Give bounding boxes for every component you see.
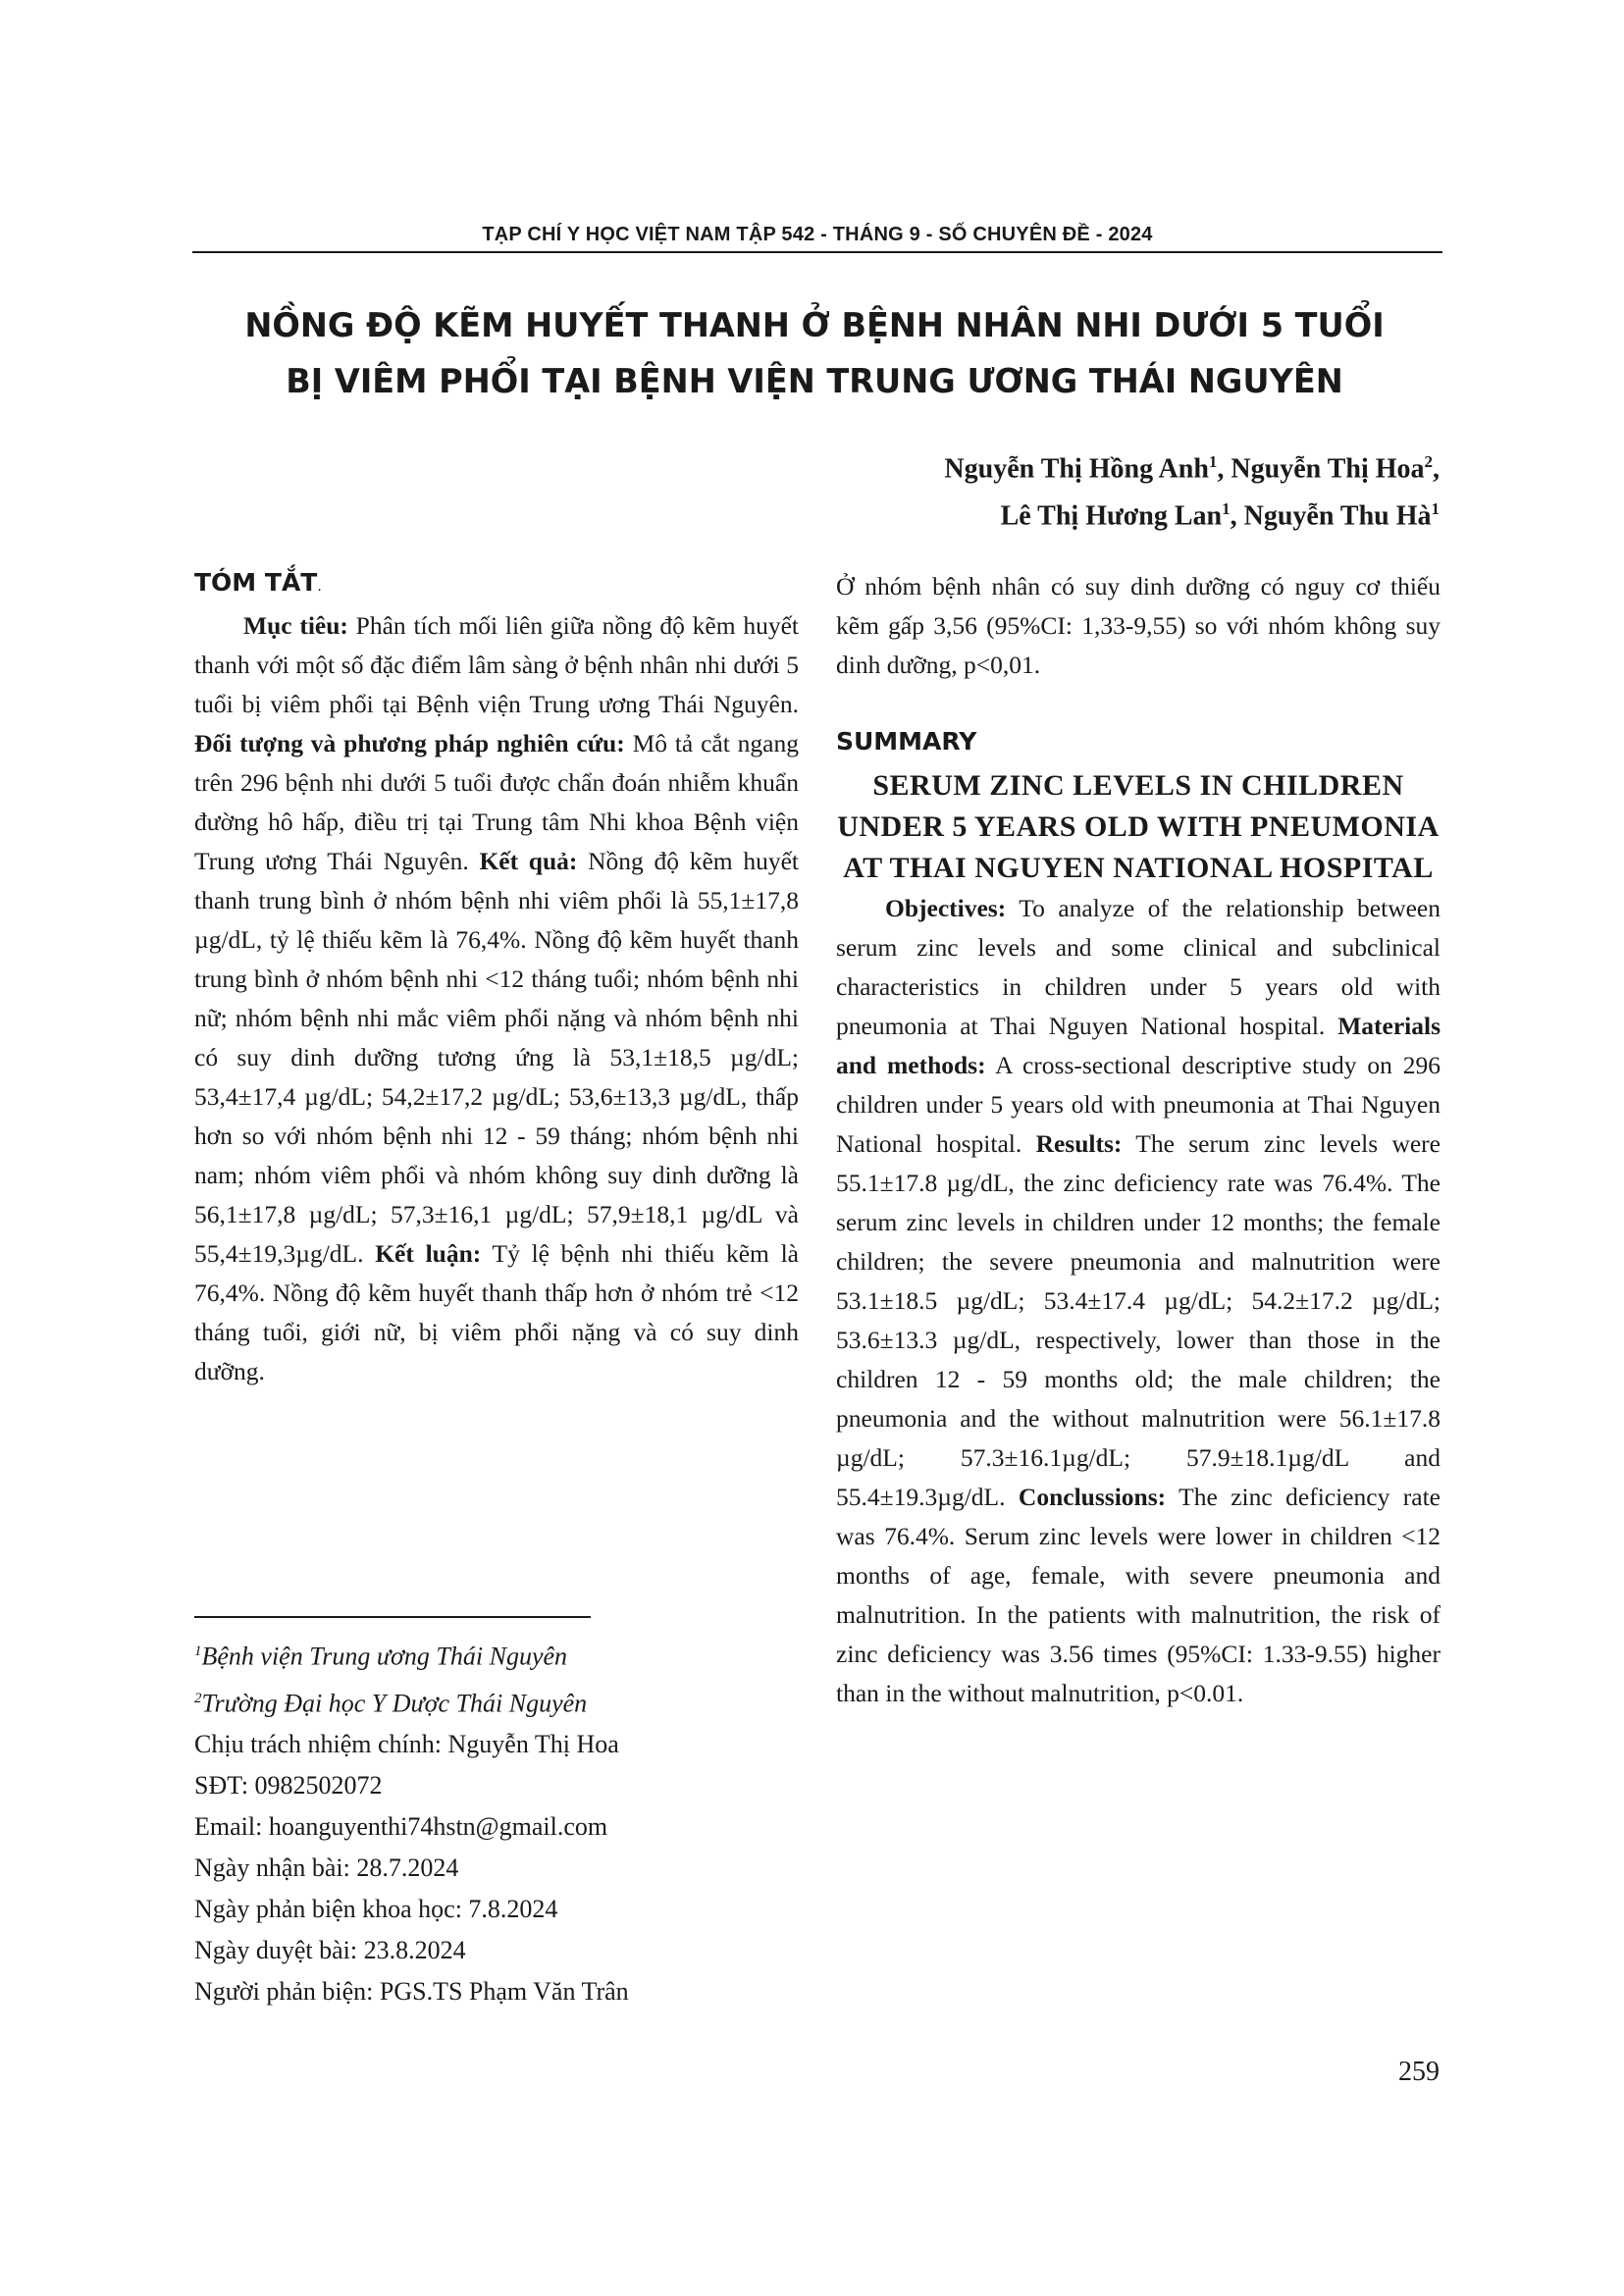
results-label-en: Results: <box>1035 1129 1123 1158</box>
affiliation-1 <box>194 1631 803 1678</box>
header-rule <box>192 251 1442 253</box>
conclusion-label: Kết luận: <box>375 1239 482 1268</box>
footnote-rule <box>194 1616 591 1618</box>
conclusion-text: Tỷ lệ bệnh nhi thiếu kẽm là 76,4%. Nồng độ kẽm huyết thanh thấp hơn ở nhóm trẻ <12 tháng tuổi, giới nữ, bị viêm phổi nặng và có suy dinh dưỡng. <box>194 1239 799 1385</box>
abstract-paragraph <box>194 606 799 1391</box>
affiliation-1-text: Bệnh viện Trung ương Thái Nguyên <box>201 1642 568 1671</box>
abstract-heading-text: TÓM TẮT <box>194 568 318 597</box>
abstract-heading <box>194 563 799 606</box>
abstract-continuation: Ở nhóm bệnh nhân có suy dinh dưỡng có nguy cơ thiếu kẽm gấp 3,56 (95%CI: 1,33-9,55) so với nhóm không suy dinh dưỡng, p<0,01. <box>836 572 1441 679</box>
author-4-affiliation: 1 <box>1431 499 1440 519</box>
affiliation-2 <box>194 1678 803 1725</box>
author-separator: , <box>1217 453 1231 485</box>
date-accepted: Ngày duyệt bài: 23.8.2024 <box>194 1936 466 1965</box>
author-4: Nguyễn Thu Hà <box>1243 500 1432 532</box>
reviewer: Người phản biện: PGS.TS Phạm Văn Trân <box>194 1977 629 2007</box>
results-text-en: The serum zinc levels were 55.1±17.8 µg/dL, the zinc deficiency rate was 76.4%. The serum zinc levels in children under 12 months; the female children; the severe pneumonia and malnutrition were 53.1±18.5 µg/dL; 53.4±17.4 µg/dL; 54.2±17.2 µg/dL; 53.6±13.3 µg/dL, respectively, lower than those in the children 12 - 59 months old; the male children; the pneumonia and the without malnutrition were 56.1±17.8 µg/dL; 57.3±16.1µg/dL; 57.9±18.1µg/dL and 55.4±19.3µg/dL. <box>836 1129 1441 1511</box>
article-title <box>157 297 1472 409</box>
conclusions-text: The zinc deficiency rate was 76.4%. Serum zinc levels were lower in children <12 months of age, female, with severe pneumonia and malnutrition. In the patients with malnutrition, the risk of zinc deficiency was 3.56 times (95%CI: 1.33-9.55) higher than in the without malnutrition, p<0.01. <box>836 1483 1441 1707</box>
author-2-affiliation: 2 <box>1424 452 1433 471</box>
abstract-heading-dot: . <box>317 579 322 595</box>
conclusions-label: Conclussions: <box>1018 1483 1167 1511</box>
author-3-affiliation: 1 <box>1222 499 1231 519</box>
corresponding-author: Chịu trách nhiệm chính: Nguyễn Thị Hoa <box>194 1730 619 1759</box>
phone: SĐT: 0982502072 <box>194 1771 383 1800</box>
affiliation-1-number: 1 <box>194 1644 202 1659</box>
spacer <box>836 685 1441 722</box>
summary-paragraph <box>836 889 1441 1713</box>
materials-methods-label: Materials and methods: <box>836 1012 1441 1079</box>
results-label: Kết quả: <box>479 847 578 875</box>
date-reviewed: Ngày phản biện khoa học: 7.8.2024 <box>194 1895 558 1924</box>
author-2: Nguyễn Thị Hoa <box>1231 453 1425 485</box>
email: Email: hoanguyenthi74hstn@gmail.com <box>194 1812 608 1842</box>
author-1: Nguyễn Thị Hồng Anh <box>944 453 1209 485</box>
page-number: 259 <box>1398 2057 1440 2087</box>
journal-header: TẠP CHÍ Y HỌC VIỆT NAM TẬP 542 - THÁNG 9 - SỐ CHUYÊN ĐỀ - 2024 <box>482 224 1153 245</box>
author-separator: , <box>1433 453 1440 485</box>
affiliation-2-number: 2 <box>194 1690 202 1706</box>
summary-title: SERUM ZINC LEVELS IN CHILDREN UNDER 5 YEARS OLD WITH PNEUMONIA AT THAI NGUYEN NATIONAL HOSPITAL <box>837 769 1440 884</box>
title-line-2: BỊ VIÊM PHỔI TẠI BỆNH VIỆN TRUNG ƯƠNG THÁI NGUYÊN <box>286 362 1343 400</box>
author-separator: , <box>1230 500 1244 532</box>
title-line-1: NỒNG ĐỘ KẼM HUYẾT THANH Ở BỆNH NHÂN NHI DƯỚI 5 TUỔI <box>244 306 1385 344</box>
objectives-text: To analyze of the relationship between serum zinc levels and some clinical and subclinical characteristics in children under 5 years old with pneumonia at Thai Nguyen National hospital. <box>836 894 1441 1040</box>
left-column <box>194 563 799 1391</box>
authors-line-2 <box>944 489 1440 536</box>
objective-text: Phân tích mối liên giữa nồng độ kẽm huyết thanh với một số đặc điểm lâm sàng ở bệnh nhân nhi dưới 5 tuổi bị viêm phổi tại Bệnh viện Trung ương Thái Nguyên. <box>194 611 799 718</box>
methods-label: Đối tượng và phương pháp nghiên cứu: <box>194 729 625 757</box>
author-3: Lê Thị Hương Lan <box>1000 500 1223 532</box>
affiliation-2-text: Trường Đại học Y Dược Thái Nguyên <box>201 1689 588 1718</box>
materials-methods-text: A cross-sectional descriptive study on 296 children under 5 years old with pneumonia at Thai Nguyen National hospital. <box>836 1051 1441 1158</box>
objective-label: Mục tiêu: <box>243 611 348 640</box>
authors <box>944 442 1440 537</box>
author-1-affiliation: 1 <box>1208 452 1218 471</box>
right-column <box>836 567 1441 1713</box>
results-text: Nồng độ kẽm huyết thanh trung bình ở nhóm bệnh nhi viêm phổi là 55,1±17,8 µg/dL, tỷ lệ thiếu kẽm là 76,4%. Nồng độ kẽm huyết thanh trung bình ở nhóm bệnh nhi <12 tháng tuổi; nhóm bệnh nhi nữ; nhóm bệnh nhi mắc viêm phổi nặng và nhóm bệnh nhi có suy dinh dưỡng tương ứng là 53,1±18,5 µg/dL; 53,4±17,4 µg/dL; 54,2±17,2 µg/dL; 53,6±13,3 µg/dL, thấp hơn so với nhóm bệnh nhi 12 - 59 tháng; nhóm bệnh nhi nam; nhóm viêm phổi và nhóm không suy dinh dưỡng là 56,1±17,8 µg/dL; 57,3±16,1 µg/dL; 57,9±18,1 µg/dL và 55,4±19,3µg/dL. <box>194 847 799 1268</box>
methods-text: Mô tả cắt ngang trên 296 bệnh nhi dưới 5 tuổi được chẩn đoán nhiễm khuẩn đường hô hấp, điều trị tại Trung tâm Nhi khoa Bệnh viện Trung ương Thái Nguyên. <box>194 729 799 875</box>
date-received: Ngày nhận bài: 28.7.2024 <box>194 1853 459 1883</box>
footnotes <box>194 1631 803 2012</box>
objectives-label: Objectives: <box>885 894 1007 922</box>
summary-heading: SUMMARY <box>836 727 977 756</box>
authors-line-1 <box>944 442 1440 489</box>
